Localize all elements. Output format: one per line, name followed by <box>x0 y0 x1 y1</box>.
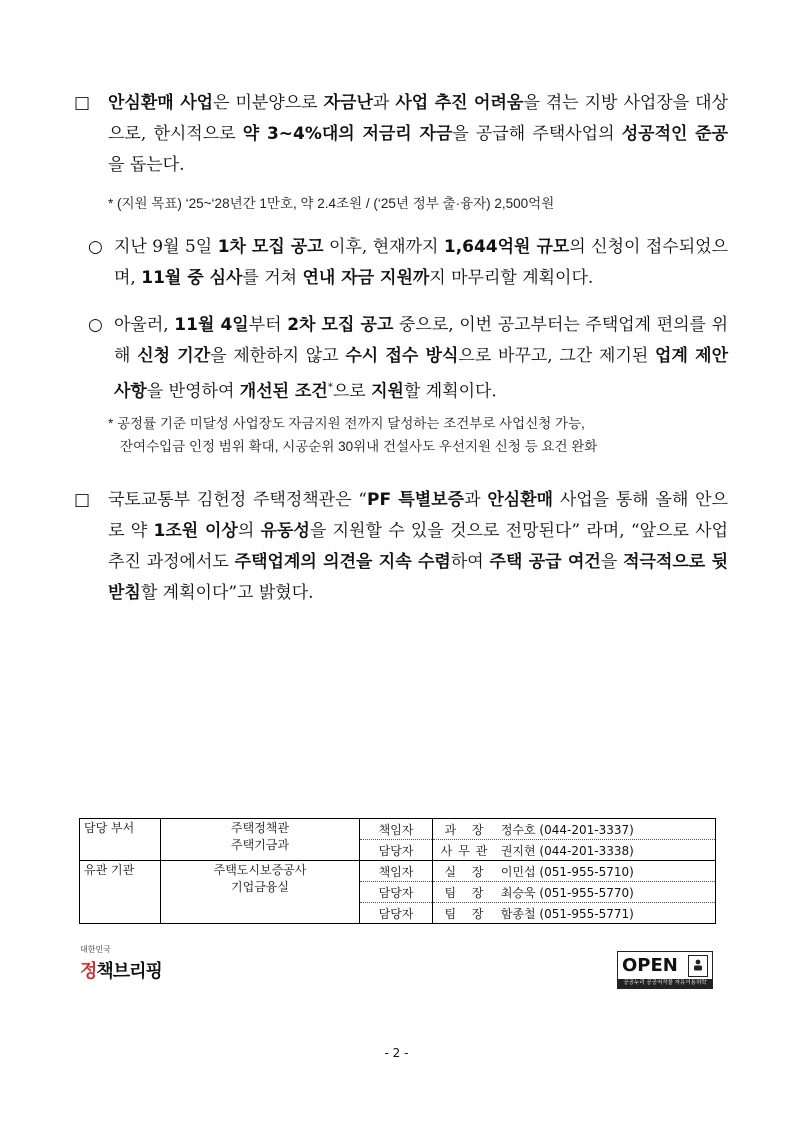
role-cell: 책임자 <box>360 861 433 882</box>
item-first-recruitment <box>88 232 728 294</box>
item-second-recruitment <box>88 310 728 408</box>
agency-label: 유관 기관 <box>80 861 161 924</box>
bullet-circle-icon: ○ <box>88 315 103 335</box>
emph-text: 사업 추진 어려움 <box>395 93 524 113</box>
footnote-line: * 공정률 기준 미달성 사업장도 자금지원 전까지 달성하는 조건부로 사업신청 가능, <box>108 416 585 431</box>
open-license-logo: OPEN 공공누리 공공저작물 자유이용허락 <box>617 951 713 989</box>
attribution-badge-icon <box>688 955 708 977</box>
footnote-line: 잔여수입금 인정 범위 확대, 시공순위 30위내 건설사도 우선지원 신청 등 요건 완화 <box>120 439 598 454</box>
role-cell: 담당자 <box>360 840 433 861</box>
person-cell: 과 장 정수호 (044-201-3337) <box>433 819 716 840</box>
section1-text <box>88 88 728 181</box>
dept-orgs: 주택정책관 주택기금과 <box>161 819 360 861</box>
agency-orgs: 주택도시보증공사 기업금융실 <box>161 861 360 924</box>
item2-footnote <box>108 412 728 458</box>
policy-briefing-logo: 대한민국 정책브리핑 <box>80 945 162 982</box>
emph-text: 자금난 <box>323 93 373 113</box>
table-row <box>80 861 716 882</box>
checkbox-square-icon: □ <box>74 490 91 510</box>
body-text: 을 겪는 지방 사업장을 대상으로, 한시적으로 <box>108 93 728 144</box>
item2-text: 아울러, 11월 4일부터 2차 모집 공고 중으로, 이번 공고부터는 주택업계 편의를 위해 신청 기간을 제한하지 않고 수시 접수 방식으로 바꾸고, 그간 제기된 업계 제안 사항을 반영하여 개선된 조건*으로 지원할 계획이다. <box>114 315 728 402</box>
body-text: 과 <box>372 93 396 113</box>
page-number: - 2 - <box>384 1046 409 1060</box>
emph-text: 성공적인 준공 <box>621 124 728 144</box>
role-cell: 담당자 <box>360 903 433 924</box>
body-text: 을 공급해 주택사업의 <box>452 124 622 144</box>
contacts-table <box>79 818 716 924</box>
role-cell: 책임자 <box>360 819 433 840</box>
body-text: 을 돕는다. <box>108 155 185 175</box>
role-cell: 담당자 <box>360 882 433 903</box>
person-cell: 사무관 권지현 (044-201-3338) <box>433 840 716 861</box>
checkbox-square-icon: □ <box>74 93 91 113</box>
section2-text: 국토교통부 김헌정 주택정책관은 “PF 특별보증과 안심환매 사업을 통해 올해 안으로 약 1조원 이상의 유동성을 지원할 수 있을 것으로 전망된다” 라며, “앞으로 사업 추진 과정에서도 주택업계의 의견을 지속 수렴하여 주택 공급 여건을 적극적으로 뒷받침할 계획이다”고 밝혔다. <box>108 490 729 603</box>
emph-text: 약 3~4%대의 저금리 자금 <box>242 124 453 144</box>
emph-text: 안심환매 사업 <box>108 93 214 113</box>
section1-footnote: * (지원 목표) ‘25~‘28년간 1만호, 약 2.4조원 / (‘25년 정부 출·융자) 2,500억원 <box>108 196 555 211</box>
bullet-circle-icon: ○ <box>88 237 103 257</box>
person-cell: 팀 장 함종철 (051-955-5771) <box>433 903 716 924</box>
person-cell: 실 장 이민섭 (051-955-5710) <box>433 861 716 882</box>
person-cell: 팀 장 최승욱 (051-955-5770) <box>433 882 716 903</box>
body-text: 은 미분양으로 <box>213 93 324 113</box>
section-official-comment <box>74 485 729 609</box>
dept-label: 담당 부서 <box>80 819 161 861</box>
table-row <box>80 819 716 840</box>
section-anshim-hwanmae <box>74 88 728 181</box>
item1-text: 지난 9월 5일 1차 모집 공고 이후, 현재까지 1,644억원 규모의 신청이 접수되었으며, 11월 중 심사를 거쳐 연내 자금 지원까지 마무리할 계획이다. <box>114 237 728 288</box>
